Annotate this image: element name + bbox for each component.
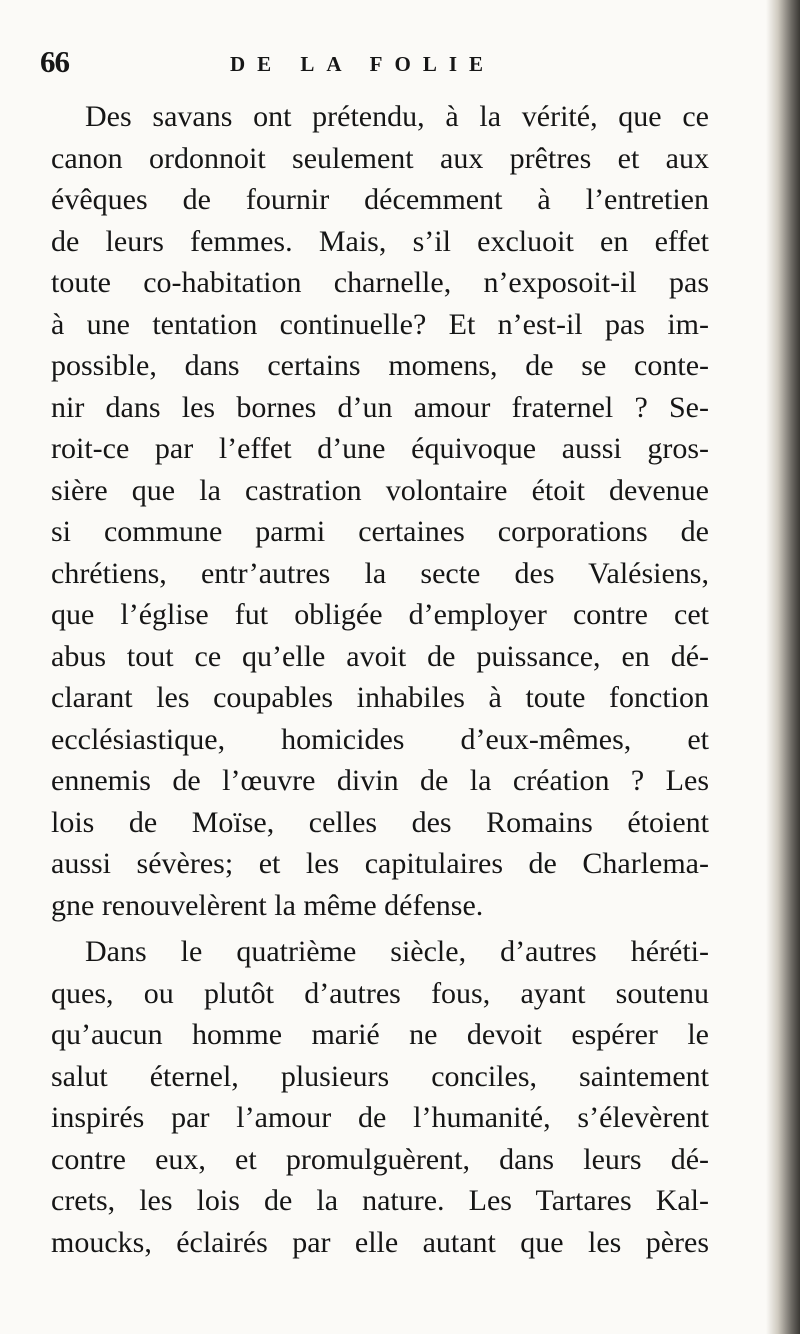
text-line: Des savans ont prétendu, à la vérité, que ce xyxy=(85,100,709,133)
text-line: de leurs femmes. Mais, s’il excluoit en effet xyxy=(51,224,709,258)
text-line: si commune parmi certaines corporations de xyxy=(51,515,709,548)
text-line: lois de Moïse, celles des Romains étoient xyxy=(51,805,709,839)
text-line: clarant les coupables inhabiles à toute fonction xyxy=(51,681,709,714)
page-binding-edge xyxy=(766,0,800,1334)
text-line: possible, dans certains momens, de se conte- xyxy=(51,349,709,382)
text-line: qu’aucun homme marié ne devoit espérer le xyxy=(51,1018,709,1051)
text-line: contre eux, et promulguèrent, dans leurs dé- xyxy=(51,1142,709,1176)
text-line: ques, ou plutôt d’autres fous, ayant soutenu xyxy=(51,976,709,1010)
paragraph xyxy=(51,931,709,1263)
text-line: crets, les lois de la nature. Les Tartares Kal- xyxy=(51,1184,709,1217)
page-number: 66 xyxy=(40,44,69,79)
text-line: aussi sévères; et les capitulaires de Charlema- xyxy=(51,847,709,880)
text-line: que l’église fut obligée d’employer contre cet xyxy=(51,598,709,631)
body-text xyxy=(51,96,709,1263)
text-line: nir dans les bornes d’un amour fraternel ? Se- xyxy=(51,390,709,424)
running-title: DE LA FOLIE xyxy=(230,52,496,76)
text-line: gne renouvelèrent la même défense. xyxy=(51,888,484,922)
paragraph xyxy=(51,96,709,926)
text-line: salut éternel, plusieurs conciles, saintement xyxy=(51,1059,709,1093)
text-line: moucks, éclairés par elle autant que les pères xyxy=(51,1225,709,1259)
text-line: roit-ce par l’effet d’une équivoque aussi gros- xyxy=(51,432,709,465)
text-line: à une tentation continuelle? Et n’est-il pas im- xyxy=(51,307,709,341)
text-line: Dans le quatrième siècle, d’autres héréti- xyxy=(85,935,709,968)
text-line: inspirés par l’amour de l’humanité, s’élevèrent xyxy=(51,1101,709,1134)
text-line: abus tout ce qu’elle avoit de puissance, en dé- xyxy=(51,639,709,673)
text-line: canon ordonnoit seulement aux prêtres et aux xyxy=(51,141,709,175)
text-line: ecclésiastique, homicides d’eux-mêmes, et xyxy=(51,722,709,756)
text-line: ennemis de l’œuvre divin de la création ? Les xyxy=(51,764,709,797)
text-line: chrétiens, entr’autres la secte des Valésiens, xyxy=(51,556,709,590)
page-header xyxy=(40,44,740,84)
text-line: sière que la castration volontaire étoit devenue xyxy=(51,473,709,507)
text-line: évêques de fournir décemment à l’entretien xyxy=(51,183,709,216)
text-line: toute co-habitation charnelle, n’exposoit-il pas xyxy=(51,266,709,299)
